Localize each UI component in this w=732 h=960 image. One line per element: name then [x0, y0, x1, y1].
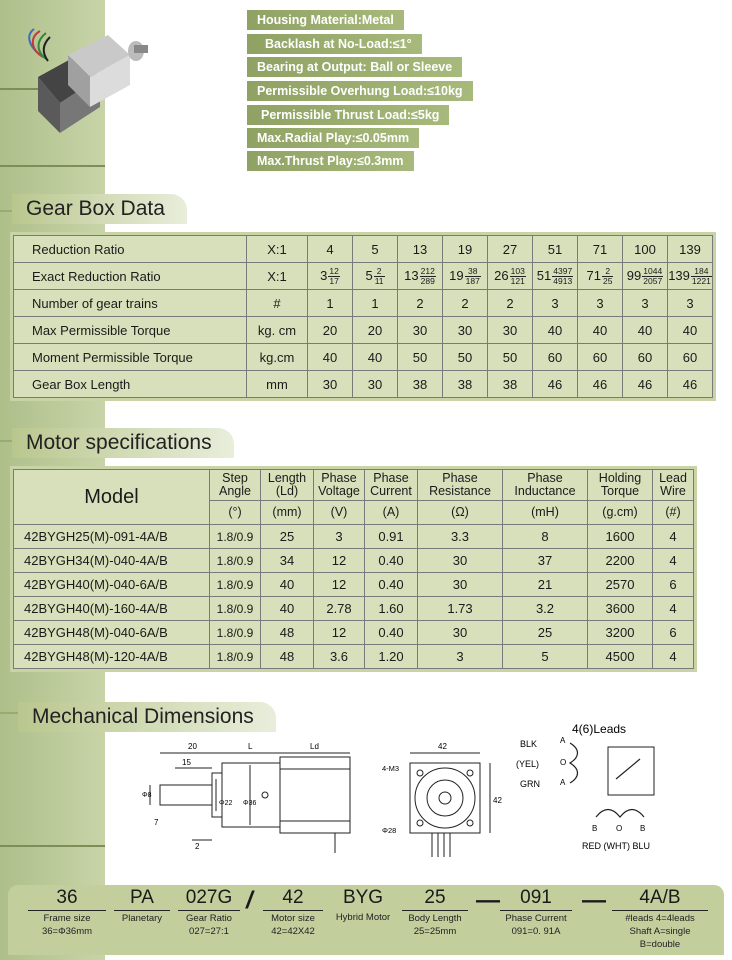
gearbox-cell: 40 — [308, 344, 353, 371]
ratio-denominator: 121 — [510, 275, 525, 286]
gearbox-cell: 40 — [353, 344, 398, 371]
ratio-denominator: 11 — [374, 275, 384, 286]
gearbox-cell: 100 — [623, 236, 668, 263]
pn-hybrid-motor: BYG Hybrid Motor — [335, 887, 391, 923]
gearbox-cell: 38 — [488, 371, 533, 398]
motor-col-header: Phase Voltage — [314, 470, 365, 501]
gearbox-cell: 50 — [443, 344, 488, 371]
motor-cell: 5 — [503, 645, 588, 669]
ratio-whole: 99 — [626, 267, 642, 283]
gearbox-cell — [308, 263, 353, 290]
motor-col-header: Phase Inductance — [503, 470, 588, 501]
ratio-numerator: 212 — [420, 265, 435, 276]
motor-row — [14, 645, 694, 669]
motor-cell: 1.60 — [365, 597, 418, 621]
spec-thrust-play: Max.Thrust Play:≤0.3mm — [247, 151, 414, 171]
ratio-whole: 13 — [404, 267, 419, 283]
motor-cell: 1.8/0.9 — [210, 597, 261, 621]
section-line — [0, 712, 20, 714]
motor-row — [14, 597, 694, 621]
gearbox-cell: 40 — [623, 317, 668, 344]
dim-L: L — [248, 742, 253, 751]
gearbox-row — [14, 344, 713, 371]
pn-frame-size: 36 Frame size 36=Φ36mm — [28, 887, 106, 937]
gearbox-row — [14, 236, 713, 263]
wire-bbar: B — [640, 824, 646, 833]
spec-backlash: Backlash at No-Load:≤1° — [247, 34, 422, 54]
motor-cell: 40 — [261, 597, 314, 621]
motor-col-header: Phase Resistance — [418, 470, 503, 501]
spec-housing: Housing Material:Metal — [247, 10, 404, 30]
motor-cell: 0.40 — [365, 573, 418, 597]
ratio-denominator: 289 — [420, 275, 435, 286]
spec-overhung-load: Permissible Overhung Load:≤10kg — [247, 81, 473, 101]
motor-cell: 0.40 — [365, 621, 418, 645]
ratio-fraction — [420, 267, 436, 286]
pn-phase-current: 091 Phase Current 091=0. 91A — [500, 887, 572, 937]
motor-cell: 4 — [653, 645, 694, 669]
wire-b: B — [592, 824, 598, 833]
motor-cell: 21 — [503, 573, 588, 597]
motor-col-header: Phase Current — [365, 470, 418, 501]
motor-cell: 0.40 — [365, 549, 418, 573]
motor-cell: 8 — [503, 525, 588, 549]
gearbox-cell: 20 — [353, 317, 398, 344]
motor-model: 42BYGH25(M)-091-4A/B — [14, 525, 210, 549]
gearbox-cell: 30 — [353, 371, 398, 398]
motor-col-unit: (mH) — [503, 501, 588, 525]
ratio-denominator: 4913 — [553, 275, 573, 286]
motor-col-unit: (mm) — [261, 501, 314, 525]
motor-col-header: Step Angle — [210, 470, 261, 501]
gearbox-row — [14, 290, 713, 317]
gearbox-cell — [578, 263, 623, 290]
gearbox-cell: 2 — [398, 290, 443, 317]
gearbox-cell: 50 — [398, 344, 443, 371]
ratio-numerator: 12 — [329, 265, 339, 276]
gearbox-cell: 2 — [443, 290, 488, 317]
wire-grn: GRN — [520, 779, 540, 789]
dim-20: 20 — [188, 742, 197, 751]
ratio-numerator: 184 — [691, 267, 712, 277]
dim-42-top: 42 — [438, 742, 447, 751]
left-rule — [0, 165, 105, 167]
ratio-whole: 19 — [449, 267, 464, 283]
motor-col-unit: (#) — [653, 501, 694, 525]
ratio-whole: 51 — [536, 267, 552, 283]
motor-cell: 25 — [261, 525, 314, 549]
gearbox-row-unit: X:1 — [247, 236, 308, 263]
motor-cell: 3.2 — [503, 597, 588, 621]
gearbox-row-label: Number of gear trains — [14, 290, 247, 317]
motor-cell: 6 — [653, 621, 694, 645]
gearbox-cell — [488, 263, 533, 290]
motor-cell: 1.20 — [365, 645, 418, 669]
gearbox-row-label: Gear Box Length — [14, 371, 247, 398]
wire-o2: O — [616, 824, 623, 833]
ratio-denominator: 25 — [603, 275, 613, 286]
motor-model: 42BYGH48(M)-040-6A/B — [14, 621, 210, 645]
gearbox-cell: 46 — [668, 371, 713, 398]
gear-motor-photo — [18, 15, 148, 135]
ratio-whole: 3 — [320, 267, 328, 283]
gearbox-title: Gear Box Data — [12, 194, 187, 224]
ratio-numerator: 2 — [602, 267, 613, 277]
part-number-bar — [8, 885, 724, 955]
gearbox-cell: 38 — [443, 371, 488, 398]
motor-cell: 48 — [261, 645, 314, 669]
motor-cell: 48 — [261, 621, 314, 645]
model-header: Model — [14, 470, 210, 525]
gearbox-cell: 60 — [578, 344, 623, 371]
gearbox-cell: 30 — [488, 317, 533, 344]
pn-motor-size: 42 Motor size 42=42X42 — [263, 887, 323, 937]
gearbox-cell: 1 — [353, 290, 398, 317]
motor-model: 42BYGH48(M)-120-4A/B — [14, 645, 210, 669]
motor-cell: 3.3 — [418, 525, 503, 549]
gearbox-row-unit: X:1 — [247, 263, 308, 290]
ratio-numerator: 38 — [465, 267, 481, 277]
motor-row — [14, 525, 694, 549]
motor-cell: 3.6 — [314, 645, 365, 669]
motor-row — [14, 621, 694, 645]
wiring-title: 4(6)Leads — [572, 722, 627, 736]
motor-cell: 1.8/0.9 — [210, 525, 261, 549]
motor-cell: 12 — [314, 573, 365, 597]
gearbox-cell: 46 — [578, 371, 623, 398]
ratio-whole: 5 — [365, 267, 373, 283]
gearbox-cell: 1 — [308, 290, 353, 317]
gearbox-row-unit: kg. cm — [247, 317, 308, 344]
wire-colors: RED (WHT) BLU — [582, 841, 650, 851]
motor-cell: 6 — [653, 573, 694, 597]
ratio-denominator: 187 — [465, 275, 480, 286]
gearbox-cell: 3 — [578, 290, 623, 317]
dim-15: 15 — [182, 758, 191, 767]
motor-title: Motor specifications — [12, 428, 234, 458]
motor-col-unit: (g.cm) — [588, 501, 653, 525]
gearbox-cell: 71 — [578, 236, 623, 263]
motor-cell: 12 — [314, 549, 365, 573]
pn-slash: / — [246, 887, 253, 914]
gearbox-cell — [443, 263, 488, 290]
motor-cell: 1.8/0.9 — [210, 621, 261, 645]
wire-abar: A — [560, 778, 566, 787]
pn-leads-shaft: 4A/B #leads 4=4leads Shaft A=single B=double — [612, 887, 708, 950]
ratio-fraction — [552, 267, 573, 286]
motor-model: 42BYGH40(M)-160-4A/B — [14, 597, 210, 621]
gearbox-cell: 50 — [488, 344, 533, 371]
ratio-fraction — [374, 267, 385, 286]
mechanical-drawing — [120, 722, 730, 865]
motor-model: 42BYGH34(M)-040-4A/B — [14, 549, 210, 573]
gearbox-cell: 60 — [533, 344, 578, 371]
ratio-denominator: 17 — [329, 275, 339, 286]
motor-cell: 3 — [418, 645, 503, 669]
gearbox-cell: 40 — [578, 317, 623, 344]
motor-cell: 34 — [261, 549, 314, 573]
gearbox-cell: 60 — [668, 344, 713, 371]
pn-planetary: PA Planetary — [114, 887, 170, 924]
gearbox-row-label: Exact Reduction Ratio — [14, 263, 247, 290]
dim-42-right: 42 — [493, 796, 502, 805]
dim-Ld: Ld — [310, 742, 319, 751]
spec-thrust-load: Permissible Thrust Load:≤5kg — [247, 105, 449, 125]
motor-cell: 3600 — [588, 597, 653, 621]
gearbox-cell: 38 — [398, 371, 443, 398]
motor-cell: 3200 — [588, 621, 653, 645]
motor-cell: 0.91 — [365, 525, 418, 549]
gearbox-cell: 5 — [353, 236, 398, 263]
gearbox-cell: 51 — [533, 236, 578, 263]
front-view — [410, 753, 490, 857]
motor-cell: 1.8/0.9 — [210, 645, 261, 669]
ratio-numerator: 1044 — [643, 265, 663, 276]
motor-cell: 30 — [418, 621, 503, 645]
gearbox-cell: 46 — [533, 371, 578, 398]
gearbox-cell: 3 — [668, 290, 713, 317]
ratio-whole: 71 — [586, 267, 601, 283]
gearbox-cell — [353, 263, 398, 290]
motor-row — [14, 549, 694, 573]
ratio-whole: 139 — [668, 267, 690, 283]
pn-body-length: 25 Body Length 25=25mm — [402, 887, 468, 937]
motor-cell: 1.8/0.9 — [210, 573, 261, 597]
motor-col-header: Lead Wire — [653, 470, 694, 501]
gearbox-table — [13, 235, 713, 398]
spec-bearing: Bearing at Output: Ball or Sleeve — [247, 57, 462, 77]
ratio-fraction — [328, 267, 339, 286]
gearbox-cell: 19 — [443, 236, 488, 263]
motor-cell: 4 — [653, 525, 694, 549]
dim-2: 2 — [195, 842, 200, 851]
gearbox-cell — [533, 263, 578, 290]
motor-cell: 25 — [503, 621, 588, 645]
motor-cell: 3 — [314, 525, 365, 549]
gearbox-cell: 40 — [668, 317, 713, 344]
motor-cell: 2.78 — [314, 597, 365, 621]
motor-table — [13, 469, 694, 669]
motor-cell: 30 — [418, 549, 503, 573]
gearbox-cell: 20 — [308, 317, 353, 344]
gearbox-cell: 13 — [398, 236, 443, 263]
motor-model: 42BYGH40(M)-040-6A/B — [14, 573, 210, 597]
gearbox-table-frame — [10, 232, 716, 401]
motor-cell: 1.73 — [418, 597, 503, 621]
ratio-fraction — [691, 267, 712, 286]
pn-dash-2: — — [582, 887, 606, 914]
ratio-numerator: 103 — [510, 265, 525, 276]
gearbox-row-label: Reduction Ratio — [14, 236, 247, 263]
motor-row — [14, 573, 694, 597]
gearbox-cell: 30 — [308, 371, 353, 398]
motor-col-unit: (A) — [365, 501, 418, 525]
gearbox-row — [14, 263, 713, 290]
gearbox-cell: 30 — [398, 317, 443, 344]
dim-7: 7 — [154, 818, 159, 827]
ratio-numerator: 2 — [374, 267, 385, 277]
wire-blk: BLK — [520, 739, 538, 749]
gearbox-cell: 3 — [623, 290, 668, 317]
ratio-fraction — [602, 267, 613, 286]
wire-yel: (YEL) — [516, 759, 540, 769]
motor-table-frame — [10, 466, 697, 672]
gearbox-cell — [623, 263, 668, 290]
ratio-denominator: 2057 — [643, 275, 663, 286]
dim-phi8: Φ8 — [142, 792, 152, 799]
motor-cell: 1600 — [588, 525, 653, 549]
wire-o: O — [560, 758, 567, 767]
gearbox-cell: 2 — [488, 290, 533, 317]
gearbox-cell: 3 — [533, 290, 578, 317]
ratio-fraction — [465, 267, 481, 286]
gearbox-row-label: Max Permissible Torque — [14, 317, 247, 344]
pn-dash-1: — — [476, 887, 500, 914]
wire-a: A — [560, 736, 566, 745]
ratio-fraction — [642, 267, 663, 286]
motor-cell: 4500 — [588, 645, 653, 669]
gearbox-cell: 46 — [623, 371, 668, 398]
motor-cell: 12 — [314, 621, 365, 645]
ratio-denominator: 1221 — [691, 275, 711, 286]
gearbox-cell: 30 — [443, 317, 488, 344]
gearbox-cell: 139 — [668, 236, 713, 263]
dim-phi28: Φ28 — [382, 826, 397, 835]
gearbox-cell: 27 — [488, 236, 533, 263]
gearbox-row-unit: kg.cm — [247, 344, 308, 371]
motor-col-unit: (Ω) — [418, 501, 503, 525]
gearbox-cell: 60 — [623, 344, 668, 371]
dim-4m3: 4-M3 — [382, 764, 400, 773]
gearbox-cell — [398, 263, 443, 290]
gearbox-cell — [668, 263, 713, 290]
ratio-whole: 26 — [494, 267, 509, 283]
gearbox-row — [14, 371, 713, 398]
gearbox-row-unit: # — [247, 290, 308, 317]
ratio-fraction — [510, 267, 526, 286]
motor-col-header: Length (Ld) — [261, 470, 314, 501]
motor-col-header: Holding Torque — [588, 470, 653, 501]
motor-cell: 37 — [503, 549, 588, 573]
pn-gear-ratio: 027G Gear Ratio 027=27:1 — [178, 887, 240, 937]
motor-col-unit: (°) — [210, 501, 261, 525]
ratio-numerator: 4397 — [553, 265, 573, 276]
gearbox-cell: 40 — [533, 317, 578, 344]
spec-radial-play: Max.Radial Play:≤0.05mm — [247, 128, 419, 148]
motor-cell: 1.8/0.9 — [210, 549, 261, 573]
motor-cell: 2200 — [588, 549, 653, 573]
motor-col-unit: (V) — [314, 501, 365, 525]
mech-title: Mechanical Dimensions — [18, 702, 276, 732]
gearbox-row-label: Moment Permissible Torque — [14, 344, 247, 371]
motor-cell: 2570 — [588, 573, 653, 597]
dim-phi22: Φ22 — [219, 800, 233, 807]
motor-cell: 30 — [418, 573, 503, 597]
motor-cell: 4 — [653, 597, 694, 621]
motor-cell: 4 — [653, 549, 694, 573]
wiring-diagram — [570, 743, 654, 817]
motor-cell: 40 — [261, 573, 314, 597]
dim-phi36: Φ36 — [243, 800, 257, 807]
left-rule — [0, 845, 105, 847]
gearbox-row-unit: mm — [247, 371, 308, 398]
gearbox-row — [14, 317, 713, 344]
gearbox-cell: 4 — [308, 236, 353, 263]
